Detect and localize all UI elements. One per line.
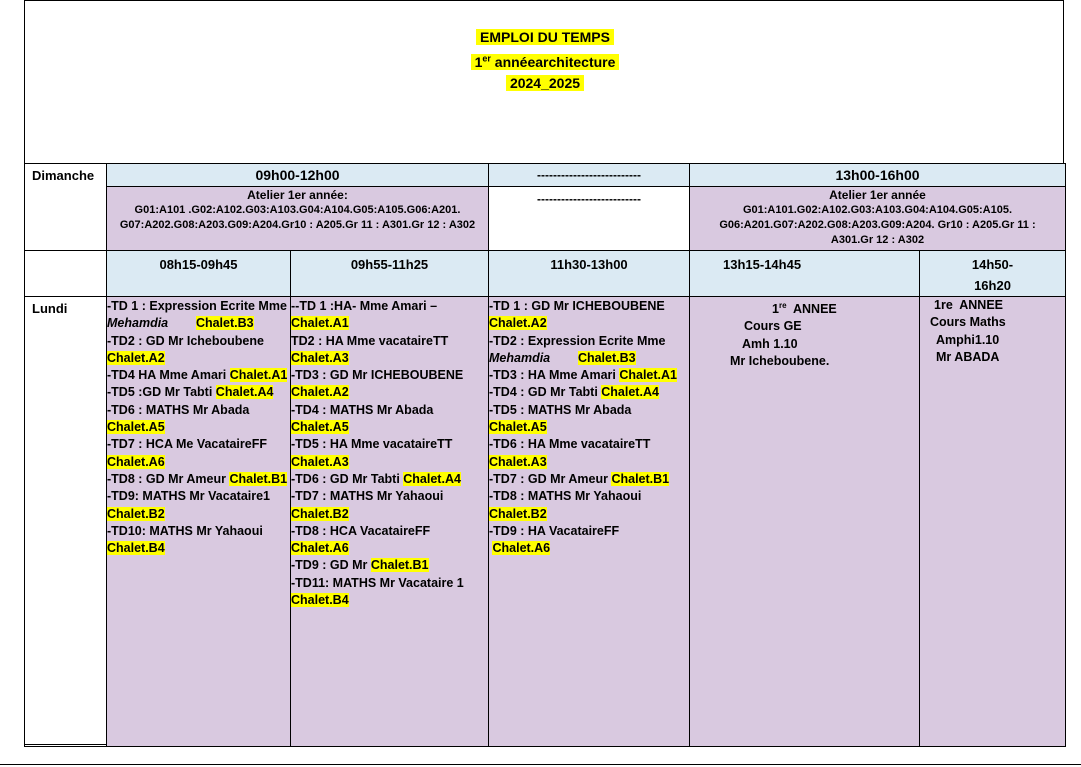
- atelier-afternoon: Atelier 1er année G01:A101.G02:A102.G03:A103.G04:A104.G05:A105. G06:A201.G07:A202.G08:A203.G09:A204. Gr10 : A205.Gr 11 : A301.Gr 12 : A302: [690, 187, 1066, 251]
- slot-morning: 09h00-12h00: [107, 164, 489, 187]
- program-text: 1er annéearchitecture: [471, 54, 620, 70]
- timetable: [24, 163, 1066, 747]
- slot-3: 11h30-13h00: [489, 251, 690, 297]
- day-lundi: Lundi: [25, 297, 107, 747]
- page-bottom-rule: [0, 764, 1081, 765]
- day-dimanche: Dimanche: [25, 164, 107, 251]
- atelier-morning: Atelier 1er année: G01:A101 .G02:A102.G03:A103.G04:A104.G05:A105.G06:A201. G07:A202.G08:A203.G09:A204.Gr10 : A205.Gr 11 : A301.Gr 12 : A302: [107, 187, 489, 251]
- slot-5: 14h50- 16h20: [920, 251, 1066, 297]
- slot-2: 09h55-11h25: [291, 251, 489, 297]
- slot-afternoon: 13h00-16h00: [690, 164, 1066, 187]
- lundi-col-5: 1re ANNEE Cours Maths Amphi1.10 Mr ABADA: [920, 297, 1066, 747]
- slot-4: 13h15-14h45: [690, 251, 920, 297]
- lundi-col-1: -TD 1 : Expression Ecrite Mme Mehamdia Chalet.B3 -TD2 : GD Mr Icheboubene Chalet.A2 -TD4 HA Mme Amari Chalet.A1 -TD5 :GD Mr Tabti Chalet.A4 -TD6 : MATHS Mr Abada Chalet.A5 -TD7 : HCA Me VacataireFF Chalet.A6 -TD8 : GD Mr Ameur Chalet.B1 -TD9: MATHS Mr Vacataire1 Chalet.B2 -TD10: MATHS Mr Yahaoui Chalet.B4: [107, 297, 291, 747]
- slot-middle: --------------------------: [489, 164, 690, 187]
- lundi-col-4: 1re ANNEE Cours GE Amh 1.10 Mr Icheboubene.: [690, 297, 920, 747]
- slot-1: 08h15-09h45: [107, 251, 291, 297]
- document-title: [25, 27, 1065, 94]
- middle-empty: --------------------------: [489, 187, 690, 251]
- lundi-col-3: -TD 1 : GD Mr ICHEBOUBENE Chalet.A2 -TD2 : Expression Ecrite Mme Mehamdia Chalet.B3 -TD3 : HA Mme Amari Chalet.A1 -TD4 : GD Mr Tabti Chalet.A4 -TD5 : MATHS Mr Abada Chalet.A5 -TD6 : HA Mme vacataireTT Chalet.A3 -TD7 : GD Mr Ameur Chalet.B1 -TD8 : MATHS Mr Yahaoui Chalet.B2 -TD9 : HA VacataireFF Chalet.A6: [489, 297, 690, 747]
- lundi-col-2: --TD 1 :HA- Mme Amari – Chalet.A1 TD2 : HA Mme vacataireTT Chalet.A3 -TD3 : GD Mr ICHEBOUBENE Chalet.A2 -TD4 : MATHS Mr Abada Chalet.A5 -TD5 : HA Mme vacataireTT Chalet.A3 -TD6 : GD Mr Tabti Chalet.A4 -TD7 : MATHS Mr Yahaoui Chalet.B2 -TD8 : HCA VacataireFF Chalet.A6 -TD9 : GD Mr Chalet.B1 -TD11: MATHS Mr Vacataire 1 Chalet.B4: [291, 297, 489, 747]
- day-header-empty: [25, 251, 107, 297]
- title-text: EMPLOI DU TEMPS: [476, 29, 614, 45]
- academic-year: 2024_2025: [506, 75, 584, 91]
